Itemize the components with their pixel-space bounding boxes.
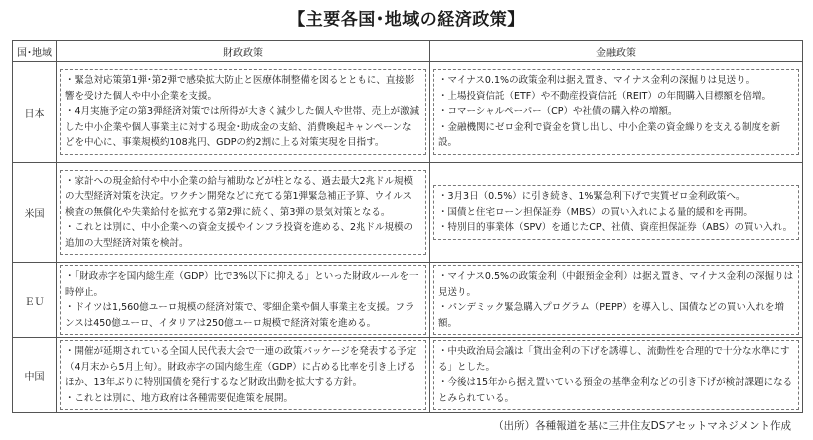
policy-item: ・今後は15年から据え置いている預金の基準金利などの引き下げが検討課題になるとみられている。 (438, 377, 793, 404)
policy-item: ・マイナス0.5%の政策金利（中銀預金金利）は据え置き、マイナス金利の深掘りは見送り。 (438, 271, 794, 298)
region-japan: 日本 (13, 62, 57, 163)
table-title: 【主要各国･地域の経済政策】 (288, 10, 525, 30)
policy-item: ・パンデミック緊急購入プログラム（PEPP）を導入し、国債などの買い入れを増額。 (438, 302, 784, 329)
policy-item: ・コマーシャルペーパー（CP）や社債の購入枠の増額。 (438, 106, 678, 118)
fiscal-box (60, 170, 426, 256)
table-row (13, 338, 803, 413)
fiscal-box (60, 265, 426, 335)
header-monetary: 金融政策 (430, 41, 803, 62)
monetary-cell (430, 338, 803, 413)
policy-item: ・これとは別に、中小企業への資金支援やインフラ投資を進める、2兆ドル規模の追加の大型経済対策を検討。 (65, 222, 414, 249)
policy-item: ・開催が延期されている全国人民代表大会で一連の政策パッケージを発表する予定（4月末から5月上旬）。財政赤字の国内総生産（GDP）に占める比率を引き上げるほか、13年ぶりに特別国債を発行するなど財政出動を拡大する方針。 (65, 346, 417, 388)
policy-item: ・これとは別に、地方政府は各種需要促進策を展開。 (65, 392, 294, 404)
policy-item: ・上場投資信託（ETF）や不動産投資信託（REIT）の年間購入目標額を倍増。 (438, 90, 771, 102)
policy-item: ・ドイツは1,560億ユーロ規模の経済対策で、零細企業や個人事業主を支援。フランスは450億ユーロ、イタリアは250億ユーロ規模で経済対策を進める。 (65, 302, 415, 329)
fiscal-cell (57, 62, 430, 163)
monetary-box (433, 185, 799, 240)
region-eu: ＥＵ (13, 263, 57, 338)
table-row (13, 163, 803, 263)
region-china: 中国 (13, 338, 57, 413)
policy-item: ・緊急対応策第1弾･第2弾で感染拡大防止と医療体制整備を図るとともに、直接影響を受けた個人や中小企業を支援。 (65, 75, 415, 102)
monetary-cell (430, 263, 803, 338)
policy-item: ・国債と住宅ローン担保証券（MBS）の買い入れによる量的緩和を再開。 (438, 206, 753, 218)
table-row (13, 263, 803, 338)
fiscal-box (60, 340, 426, 410)
policy-item: ・金融機関にゼロ金利で資金を貸し出し、中小企業の資金繰りを支える制度を新設。 (438, 121, 781, 149)
header-region: 国･地域 (13, 41, 57, 62)
fiscal-cell (57, 163, 430, 263)
fiscal-cell (57, 263, 430, 338)
policy-table (12, 40, 803, 413)
fiscal-cell (57, 338, 430, 413)
monetary-box (433, 69, 799, 155)
source-note: （出所）各種報道を基に三井住友DSアセットマネジメント作成 (493, 420, 791, 432)
monetary-box (433, 265, 799, 335)
policy-item: ・家計への現金給付や中小企業の給与補助などが柱となる、過去最大2兆ドル規模の大型経済対策を決定。ワクチン開発などに充てる第1弾緊急補正予算、ウイルス検査の無償化や失業給付を拡充する第2弾に続く、第3弾の景気対策となる。 (65, 175, 414, 218)
monetary-box (433, 340, 799, 410)
header-fiscal: 財政政策 (57, 41, 430, 62)
monetary-cell (430, 163, 803, 263)
monetary-cell (430, 62, 803, 163)
policy-item: ・特別目的事業体（SPV）を通じたCP、社債、資産担保証券（ABS）の買い入れ。 (438, 222, 793, 234)
policy-item: ・3月3日（0.5%）に引き続き、1%緊急利下げで実質ゼロ金利政策へ。 (438, 191, 746, 203)
fiscal-box (60, 69, 426, 155)
policy-item: ・「財政赤字を国内総生産（GDP）比で3%以下に抑える」といった財政ルールを一時停止。 (65, 271, 419, 298)
policy-item: ・4月実施予定の第3弾経済対策では所得が大きく減少した個人や世帯、売上が激減した中小企業や個人事業主に対する現金･助成金の支給、消費喚起キャンペーンなどを中心に、事業規模約108兆円、GDPの約2割に上る対策実現を目指す。 (65, 106, 420, 149)
policy-item: ・マイナス0.1%の政策金利は据え置き、マイナス金利の深掘りは見送り。 (438, 75, 756, 87)
header-row (13, 41, 803, 62)
region-us: 米国 (13, 163, 57, 263)
policy-item: ・中央政治局会議は「貸出金利の下げを誘導し、流動性を合理的で十分な水準にする」とした。 (438, 346, 790, 373)
table-row (13, 62, 803, 163)
